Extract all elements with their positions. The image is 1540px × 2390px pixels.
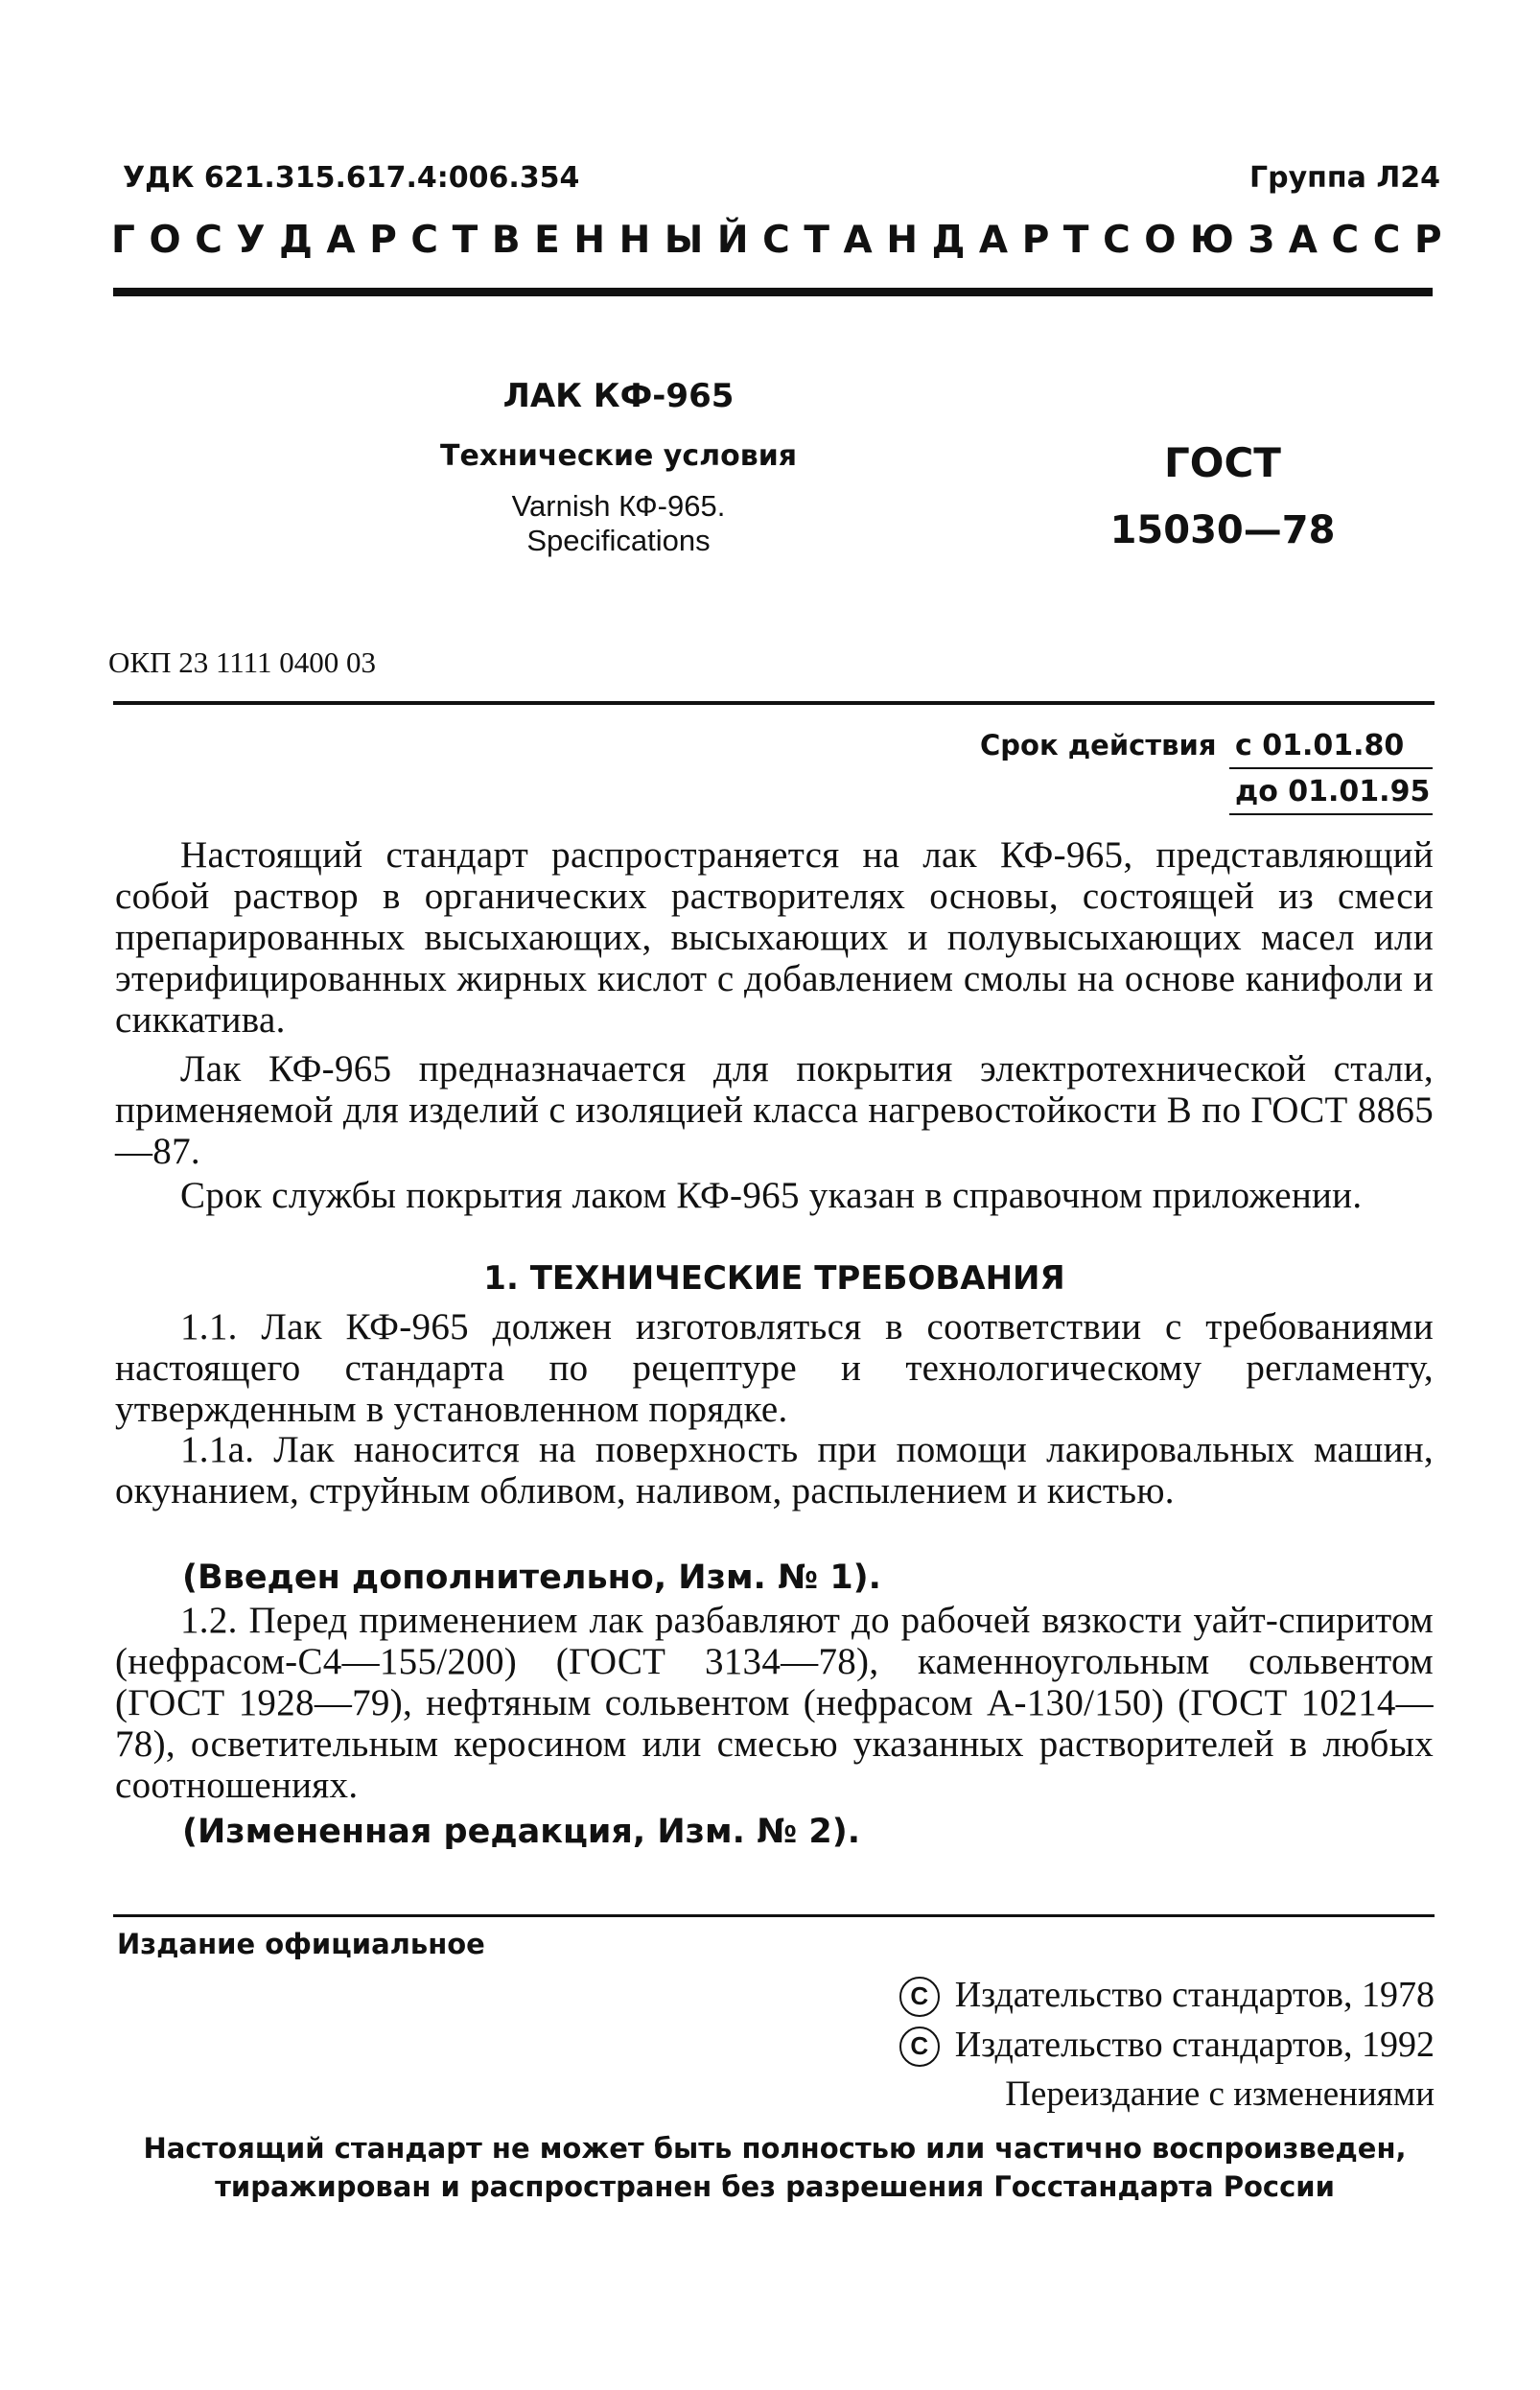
copyright-line: [899, 2024, 1435, 2067]
section-heading: 1. ТЕХНИЧЕСКИЕ ТРЕБОВАНИЯ: [483, 1259, 1065, 1298]
english-title-line: Specifications: [526, 524, 711, 557]
standard-title-word: СТАНДАРТ: [762, 219, 1104, 262]
notice-line: тиражирован и распространен без разрешения Госстандарта России: [215, 2170, 1335, 2203]
validity-rule: [1229, 767, 1433, 769]
reissue-note: Переиздание с изменениями: [1005, 2074, 1435, 2114]
product-title: ЛАК КФ-965: [502, 377, 735, 415]
english-title: [374, 489, 863, 558]
validity-to: до 01.01.95: [1235, 775, 1431, 808]
official-edition: Издание официальное: [117, 1928, 485, 1960]
validity-label: Срок действия: [980, 729, 1217, 762]
group-code: Группа Л24: [1249, 161, 1440, 195]
paragraph-scope: [115, 834, 1434, 1041]
validity-from: с 01.01.80: [1235, 729, 1405, 762]
paragraph-service-life: [115, 1175, 1434, 1216]
amendment-note: (Измененная редакция, Изм. № 2).: [182, 1813, 861, 1851]
paragraph-purpose: [115, 1048, 1434, 1172]
paragraph-1-1: [115, 1306, 1434, 1430]
gost-label: ГОСТ: [1164, 439, 1281, 486]
paragraph-text: 1.1. Лак КФ-965 должен изготовляться в соответствии с требованиями настоящего стандарта по рецептуре и технологическому регламенту, утвержденным в установленном порядке.: [115, 1306, 1434, 1430]
paragraph-text: Срок службы покрытия лаком КФ-965 указан в справочном приложении.: [180, 1175, 1363, 1216]
gost-number: 15030—78: [1109, 508, 1336, 552]
english-title-line: Varnish КФ-965.: [511, 489, 726, 523]
paragraph-text: 1.1а. Лак наносится на поверхность при помощи лакировальных машин, окунанием, струйным обливом, наливом, распылением и кистью.: [115, 1429, 1434, 1511]
standard-title-word: ССР: [1331, 219, 1457, 262]
product-subtitle: Технические условия: [440, 439, 797, 473]
paragraph-1-2: [115, 1600, 1434, 1806]
reproduction-notice: [115, 2129, 1435, 2206]
bottom-divider: [113, 1914, 1435, 1917]
standard-title-word: ГОСУДАРСТВЕННЫЙ: [111, 219, 763, 262]
standard-title: [111, 219, 1457, 262]
paragraph-1-1a: [115, 1429, 1434, 1511]
okp-code: ОКП 23 1111 0400 03: [108, 645, 376, 679]
paragraph-text: 1.2. Перед применением лак разбавляют до рабочей вязкости уайт-спиритом (нефрасом-С4—155/200) (ГОСТ 3134—78), каменноугольным сольвентом (ГОСТ 1928—79), нефтяным сольвентом (нефрасом А-130/150) (ГОСТ 10214—78), осветительным керосином или смесью указанных растворителей в любых соотношениях.: [115, 1600, 1434, 1806]
validity-rule: [1229, 813, 1433, 815]
amendment-note: (Введен дополнительно, Изм. № 1).: [182, 1558, 881, 1597]
paragraph-text: Настоящий стандарт распространяется на лак КФ-965, представляющий собой раствор в органических растворителях основы, состоящей из смеси препарированных высыхающих, высыхающих и полувысыхающих масел или этерифицированных жирных кислот с добавлением смолы на основе канифоли и сиккатива.: [115, 834, 1434, 1041]
standard-title-word: СОЮЗА: [1103, 219, 1332, 262]
top-divider: [113, 288, 1433, 296]
copyright-line: [899, 1974, 1435, 2017]
copyright-icon: C: [899, 2027, 940, 2067]
copyright-text: Издательство стандартов, 1992: [954, 2025, 1435, 2065]
udk-code: УДК 621.315.617.4:006.354: [123, 161, 580, 195]
copyright-text: Издательство стандартов, 1978: [954, 1975, 1435, 2015]
copyright-icon: C: [899, 1977, 940, 2017]
paragraph-text: Лак КФ-965 предназначается для покрытия электротехнической стали, применяемой для изделий с изоляцией класса нагревостойкости В по ГОСТ 8865—87.: [115, 1048, 1434, 1172]
notice-line: Настоящий стандарт не может быть полностью или частично воспроизведен,: [143, 2132, 1407, 2165]
mid-divider: [113, 701, 1435, 705]
